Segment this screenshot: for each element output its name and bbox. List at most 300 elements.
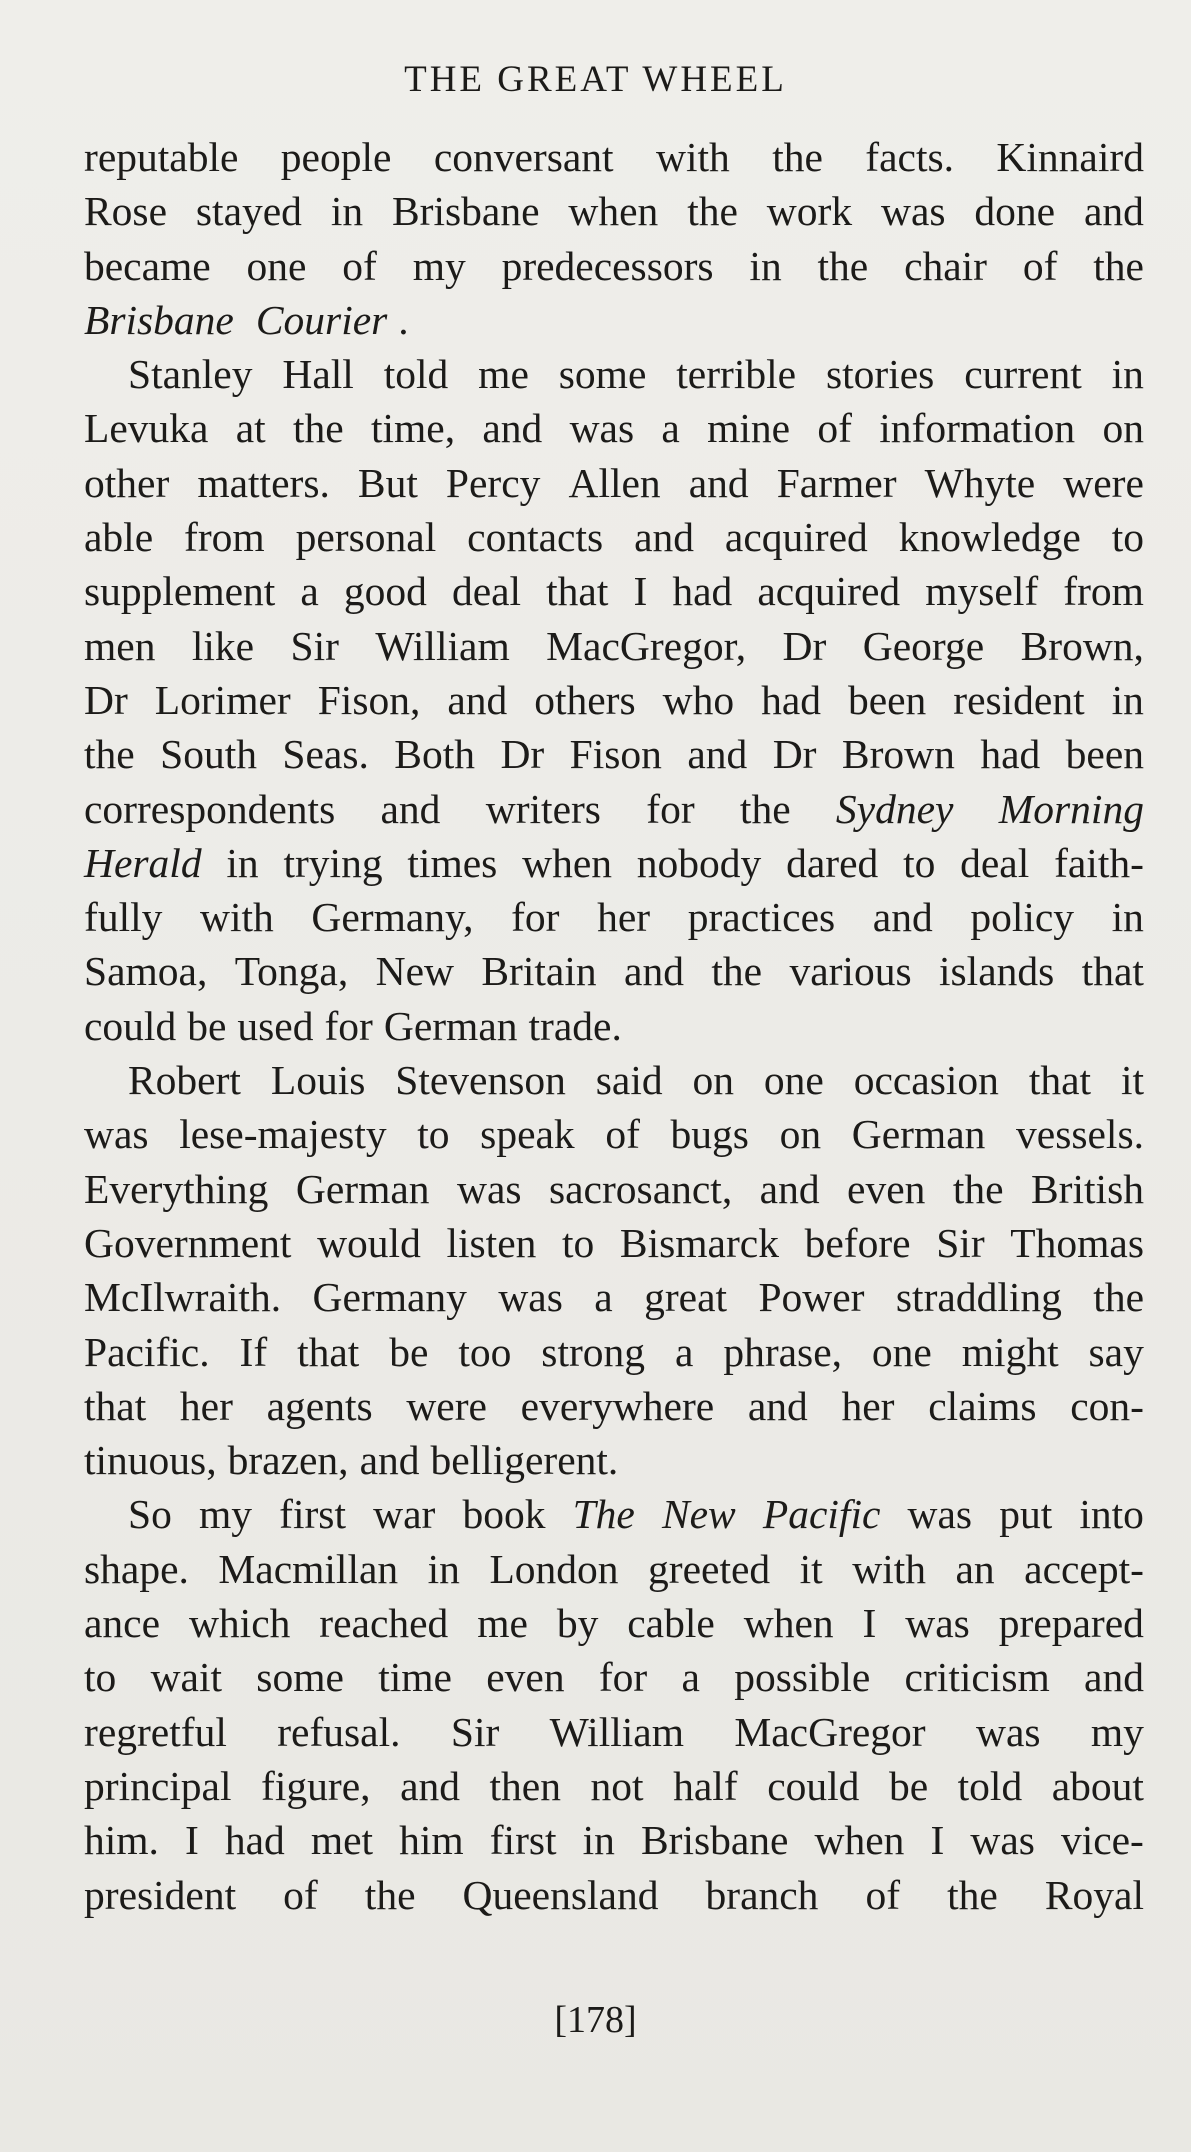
word: Courier . <box>255 296 409 343</box>
word: acquired <box>724 514 868 561</box>
word: Government <box>84 1219 292 1266</box>
word: been <box>847 676 927 723</box>
word: in <box>1111 894 1144 941</box>
word: was <box>905 1600 970 1647</box>
word: and <box>359 1437 420 1484</box>
word: put <box>999 1491 1053 1538</box>
word: of <box>283 1871 318 1918</box>
word: faith- <box>1054 839 1144 886</box>
word: information <box>879 405 1076 452</box>
word: times <box>407 839 498 886</box>
word: me <box>477 1600 528 1647</box>
word: was <box>970 1817 1035 1864</box>
word: and <box>687 731 748 778</box>
word: Dr <box>500 731 545 778</box>
word: had <box>761 676 821 723</box>
word: straddling <box>895 1274 1062 1321</box>
word: when <box>814 1817 905 1864</box>
word: practices <box>687 894 836 941</box>
word: Britain <box>481 948 597 995</box>
word: say <box>1088 1328 1144 1375</box>
word: the <box>952 1165 1004 1212</box>
text-line <box>84 184 1144 238</box>
word: Farmer <box>776 459 897 506</box>
word: my <box>198 1491 252 1538</box>
word: to <box>1111 514 1144 561</box>
word: was <box>569 405 635 452</box>
text-line <box>84 727 1144 781</box>
text-line <box>84 1162 1144 1216</box>
word: sacrosanct, <box>548 1165 733 1212</box>
word: Stanley <box>128 351 253 398</box>
word: Germany, <box>311 894 474 941</box>
word: Royal <box>1044 1871 1144 1918</box>
word: that <box>297 1328 360 1375</box>
word: Fison, <box>317 676 421 723</box>
word: figure, <box>261 1762 371 1809</box>
word: predecessors <box>501 242 714 289</box>
word: New <box>375 948 454 995</box>
word: Herald <box>84 839 202 886</box>
word: great <box>644 1274 728 1321</box>
word: Samoa, <box>84 948 208 995</box>
text-line <box>84 564 1144 618</box>
text-line <box>84 1705 1144 1759</box>
word: some <box>256 1654 344 1701</box>
word: Dr <box>782 622 827 669</box>
word: and <box>400 1762 460 1809</box>
word: policy <box>970 894 1075 941</box>
word: Bismarck <box>619 1219 779 1266</box>
word: Pacific. <box>84 1328 210 1375</box>
word: a <box>674 1328 694 1375</box>
word: some <box>558 351 647 398</box>
word: to <box>84 1654 117 1701</box>
word: me <box>478 351 529 398</box>
word: branch <box>705 1871 819 1918</box>
word: occasion <box>853 1057 999 1104</box>
word: Thomas <box>1010 1219 1144 1266</box>
text-line <box>84 1270 1144 1324</box>
word: and <box>1084 1654 1144 1701</box>
word: a <box>594 1274 613 1321</box>
word: Stevenson <box>395 1057 566 1104</box>
word: the <box>84 731 135 778</box>
word: German <box>851 1111 986 1158</box>
word: might <box>961 1328 1059 1375</box>
word: were <box>1063 459 1144 506</box>
word: for <box>646 785 695 832</box>
word: of <box>342 242 377 289</box>
word: claims <box>928 1382 1037 1429</box>
word: Everything <box>84 1165 269 1212</box>
word: Power <box>758 1274 865 1321</box>
word: used <box>237 1002 314 1049</box>
word: first <box>489 1817 557 1864</box>
word: stories <box>825 351 935 398</box>
word: when <box>743 1600 834 1647</box>
word: terrible <box>676 351 797 398</box>
word: matters. <box>197 459 330 506</box>
word: personal <box>295 514 437 561</box>
word: the <box>947 1871 998 1918</box>
word: Percy <box>445 459 541 506</box>
text-line <box>84 619 1144 673</box>
word: and <box>634 514 694 561</box>
word: principal <box>84 1762 232 1809</box>
word: in <box>582 1817 615 1864</box>
word: to <box>903 839 936 886</box>
word: and <box>447 676 508 723</box>
text-line <box>84 890 1144 944</box>
word: Robert <box>128 1057 241 1104</box>
word: book <box>462 1491 546 1538</box>
word: vice- <box>1060 1817 1144 1864</box>
word: of <box>865 1871 901 1918</box>
word: be <box>888 1762 929 1809</box>
word: were <box>406 1382 487 1429</box>
word: Queensland <box>462 1871 659 1918</box>
word: Macmillan <box>218 1545 399 1592</box>
text-line <box>84 1325 1144 1379</box>
word: deal <box>960 839 1030 886</box>
word: was <box>880 188 946 235</box>
text-line <box>84 1759 1144 1813</box>
word: German <box>383 1002 518 1049</box>
word: McIlwraith. <box>84 1274 282 1321</box>
word: reached <box>319 1600 449 1647</box>
word: with <box>852 1545 926 1592</box>
word: fully <box>84 894 163 941</box>
text-line <box>84 999 1144 1053</box>
word: not <box>590 1762 644 1809</box>
word: one <box>763 1057 824 1104</box>
word: president <box>84 1871 237 1918</box>
word: acquired <box>757 568 901 615</box>
word: So <box>128 1491 172 1538</box>
word: good <box>343 568 427 615</box>
text-line <box>84 401 1144 455</box>
word: various <box>789 948 912 995</box>
word: myself <box>925 568 1039 615</box>
word: Seas. <box>282 731 369 778</box>
word: into <box>1079 1491 1144 1538</box>
page-number: [178] <box>554 1999 637 2041</box>
word: the <box>739 785 791 832</box>
word: agents <box>266 1382 373 1429</box>
word: was <box>456 1165 522 1212</box>
word: vessels. <box>1016 1111 1144 1158</box>
word: Lorimer <box>154 676 291 723</box>
word: prepared <box>998 1600 1144 1647</box>
word: when <box>522 839 612 886</box>
text-line <box>84 1596 1144 1650</box>
word: could <box>767 1762 860 1809</box>
word: brazen, <box>227 1437 349 1484</box>
word: in <box>749 242 782 289</box>
text-line <box>84 293 1144 347</box>
word: everywhere <box>520 1382 715 1429</box>
word: correspondents <box>84 785 336 832</box>
word: before <box>804 1219 911 1266</box>
word: MacGregor <box>734 1708 926 1755</box>
word: con- <box>1070 1382 1144 1429</box>
word: George <box>862 622 985 669</box>
word: had <box>672 568 733 615</box>
word: an <box>955 1545 995 1592</box>
word: Kinnaird <box>996 134 1144 180</box>
word: chair <box>904 242 988 289</box>
word: London <box>489 1545 619 1592</box>
word: the <box>292 405 344 452</box>
word: time, <box>370 405 456 452</box>
word: a <box>661 405 680 452</box>
word: deal <box>451 568 522 615</box>
text-line <box>84 130 1144 184</box>
word: Dr <box>84 676 128 723</box>
word: William <box>549 1708 684 1755</box>
word: told <box>383 351 449 398</box>
word: If <box>239 1328 268 1375</box>
word: from <box>184 514 265 561</box>
word: her <box>597 894 651 941</box>
word: it <box>799 1545 823 1592</box>
word: and <box>380 785 441 832</box>
word: became <box>84 242 211 289</box>
text-line <box>84 347 1144 401</box>
word: too <box>458 1328 512 1375</box>
word: then <box>489 1762 561 1809</box>
word: and <box>624 948 684 995</box>
word: Sir <box>936 1219 985 1266</box>
word: trade. <box>528 1002 622 1049</box>
word: for <box>324 1002 373 1049</box>
word: was <box>976 1708 1041 1755</box>
text-line <box>84 1433 1144 1487</box>
word: other <box>84 459 170 506</box>
word: strong <box>541 1328 646 1375</box>
word: Sir <box>290 622 339 669</box>
word: Hall <box>282 351 354 398</box>
text-line <box>84 1487 1144 1541</box>
word: men <box>84 622 156 669</box>
word: shape. <box>84 1545 189 1592</box>
word: who <box>662 676 735 723</box>
word: with <box>200 894 274 941</box>
word: of <box>605 1111 640 1158</box>
word: him <box>399 1817 464 1864</box>
word: time <box>378 1654 452 1701</box>
word: Tonga, <box>234 948 349 995</box>
word: my <box>412 242 466 289</box>
word: Rose <box>84 188 167 235</box>
word: him. <box>84 1817 159 1864</box>
word: said <box>595 1057 663 1104</box>
word: the <box>817 242 869 289</box>
word: about <box>1051 1762 1144 1809</box>
word: Brown <box>841 731 955 778</box>
word: by <box>556 1600 599 1647</box>
word: Both <box>394 731 476 778</box>
word: of <box>817 405 852 452</box>
word: at <box>235 405 266 452</box>
word: be <box>389 1328 429 1375</box>
word: Pacific <box>762 1491 881 1538</box>
word: in <box>330 188 364 235</box>
word: Morning <box>998 785 1144 832</box>
word: conversant <box>433 134 614 180</box>
word: work <box>766 188 853 235</box>
word: on <box>779 1111 822 1158</box>
word: her <box>179 1382 233 1429</box>
word: German <box>295 1165 430 1212</box>
word: my <box>1090 1708 1144 1755</box>
text-line <box>84 1868 1144 1922</box>
word: speak <box>480 1111 575 1158</box>
word: I <box>930 1817 945 1864</box>
word: Brown, <box>1020 622 1144 669</box>
word: accept- <box>1024 1545 1144 1592</box>
word: like <box>191 622 255 669</box>
word: the <box>364 1871 416 1918</box>
word: in <box>427 1545 460 1592</box>
word: met <box>310 1817 374 1864</box>
word: writers <box>485 785 601 832</box>
word: the <box>687 188 738 235</box>
word: Sydney <box>835 785 954 832</box>
word: the <box>772 134 823 180</box>
word: criticism <box>904 1654 1050 1701</box>
word: a <box>681 1654 700 1701</box>
word: I <box>862 1600 877 1647</box>
word: reputable <box>84 134 239 180</box>
word: a <box>300 568 319 615</box>
word: The <box>572 1491 635 1538</box>
word: the <box>711 948 763 995</box>
text-line <box>84 1107 1144 1161</box>
word: Allen <box>568 459 661 506</box>
word: lese-majesty <box>179 1111 387 1158</box>
word: I <box>633 568 648 615</box>
word: resident <box>953 676 1085 723</box>
word: and <box>747 1382 808 1429</box>
word: in <box>1111 676 1144 723</box>
word: that <box>546 568 609 615</box>
word: Louis <box>270 1057 366 1104</box>
word: and <box>688 459 749 506</box>
word: with <box>656 134 730 180</box>
word: Germany <box>312 1274 467 1321</box>
word: was <box>84 1111 149 1158</box>
word: which <box>188 1600 291 1647</box>
word: had <box>224 1817 285 1864</box>
word: on <box>1102 405 1144 452</box>
word: William <box>375 622 510 669</box>
word: MacGregor, <box>546 622 747 669</box>
word: islands <box>939 948 1055 995</box>
word: supplement <box>84 568 276 615</box>
text-line <box>84 510 1144 564</box>
word: possible <box>734 1654 871 1701</box>
word: even <box>486 1654 565 1701</box>
word: the <box>1093 1274 1144 1321</box>
word: of <box>1022 242 1058 289</box>
word: contacts <box>467 514 604 561</box>
text-line <box>84 1379 1144 1433</box>
word: been <box>1065 731 1144 778</box>
word: would <box>317 1219 421 1266</box>
word: able <box>84 514 154 561</box>
word: refusal. <box>277 1708 401 1755</box>
word: one <box>871 1328 932 1375</box>
word: But <box>357 459 418 506</box>
word: greeted <box>648 1545 771 1592</box>
word: in <box>226 839 259 886</box>
word: Brisbane <box>640 1817 789 1864</box>
word: Brisbane <box>391 188 540 235</box>
word: stayed <box>195 188 302 235</box>
body-text <box>84 130 1144 1922</box>
word: was <box>907 1491 973 1538</box>
word: her <box>841 1382 895 1429</box>
word: belligerent. <box>430 1437 619 1484</box>
word: for <box>511 894 560 941</box>
word: war <box>373 1491 436 1538</box>
word: ance <box>84 1600 161 1647</box>
word: dared <box>786 839 879 886</box>
word: South <box>160 731 257 778</box>
word: and <box>1083 188 1144 235</box>
word: knowledge <box>898 514 1081 561</box>
word: New <box>661 1491 736 1538</box>
word: in <box>1111 351 1144 398</box>
word: be <box>187 1002 227 1049</box>
text-line <box>84 836 1144 890</box>
word: one <box>246 242 307 289</box>
word: Whyte <box>924 459 1036 506</box>
word: others <box>534 676 636 723</box>
text-line <box>84 1650 1144 1704</box>
word: nobody <box>636 839 762 886</box>
word: to <box>417 1111 450 1158</box>
word: when <box>568 188 659 235</box>
word: cable <box>627 1600 715 1647</box>
text-line <box>84 1053 1144 1107</box>
word: the <box>1093 242 1144 289</box>
word: trying <box>283 839 383 886</box>
word: people <box>280 134 392 180</box>
word: British <box>1030 1165 1144 1212</box>
text-line <box>84 673 1144 727</box>
word: for <box>598 1654 648 1701</box>
word: done <box>974 188 1056 235</box>
word: and <box>759 1165 820 1212</box>
word: that <box>1081 948 1144 995</box>
word: Levuka <box>84 405 209 452</box>
word: on <box>692 1057 735 1104</box>
text-line <box>84 239 1144 293</box>
word: Brisbane <box>84 296 234 343</box>
word: to <box>562 1219 595 1266</box>
word: wait <box>150 1654 223 1701</box>
word: and <box>872 894 933 941</box>
text-line <box>84 782 1144 836</box>
word: phrase, <box>723 1328 842 1375</box>
word: tinuous, <box>84 1437 217 1484</box>
word: could <box>84 1002 177 1049</box>
word: that <box>84 1382 147 1429</box>
running-head: THE GREAT WHEEL <box>404 59 787 100</box>
